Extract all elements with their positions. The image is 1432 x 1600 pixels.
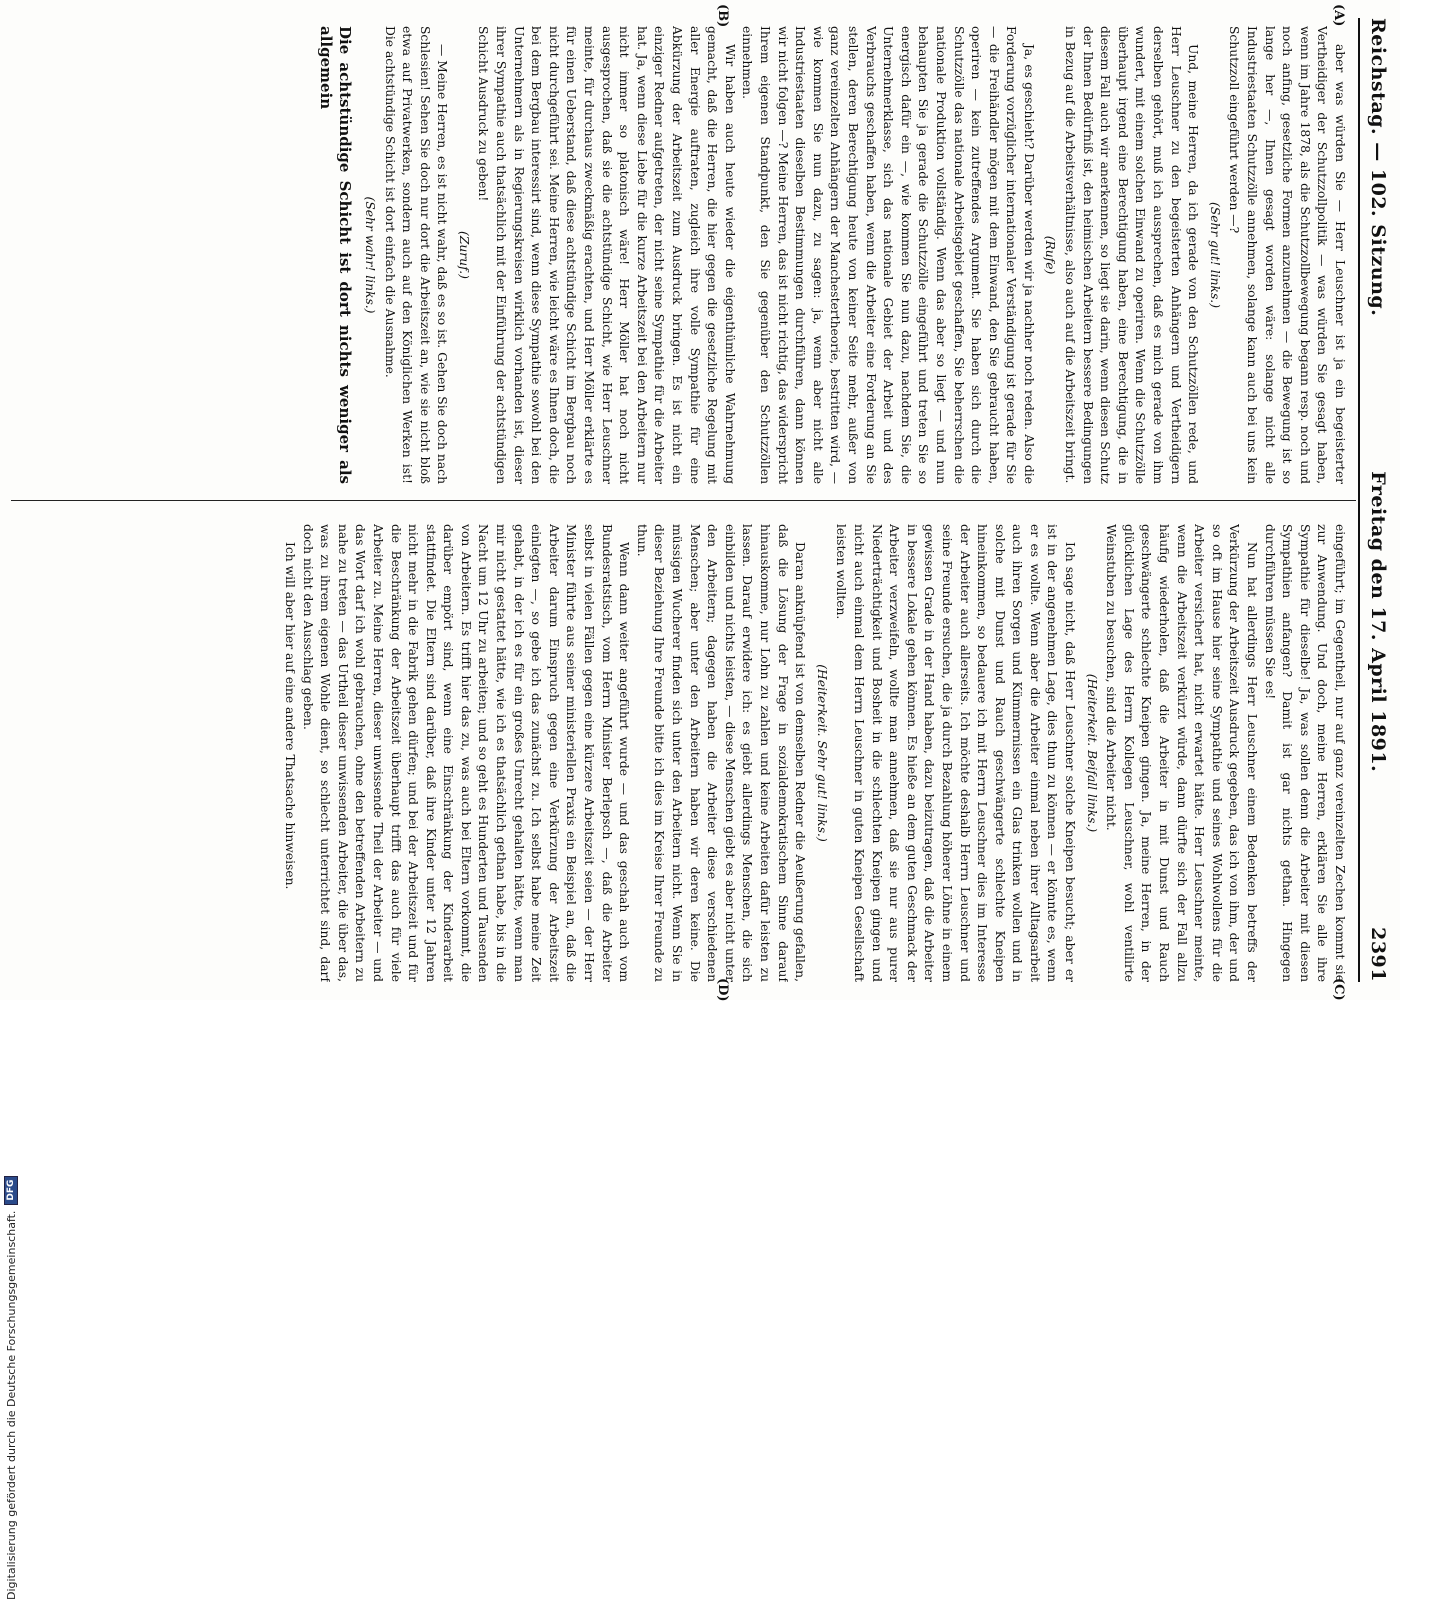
page-header xyxy=(1364,18,1392,982)
paragraph: eingeführt; im Gegentheil, nur auf ganz vereinzelten Zechen kommt sie zur Anwendung. Und doch, meine Herren, erklären Sie alle ihre Sympathie für dieselbe! Ja, was sollen denn die Arbeiter mit diesen Sympathien anfangen? Damit ist gar nichts gethan. Hingegen durchführen müssen Sie es! xyxy=(1262,524,1347,982)
left-column xyxy=(18,26,1348,484)
header-rule xyxy=(1358,18,1360,982)
interjection: (Rufe) xyxy=(1043,235,1058,275)
paragraph: Wir haben auch heute wieder die eigenthümliche Wahrnehmung gemacht, daß die Herren, die hier gegen die gesetzliche Regelung mit aller Energie auftraten, zugleich ihre volle Sympathie für eine Abkürzung der Arbeitszeit zum Ausdruck bringen. Es ist nicht ein einziger Redner aufgetreten, der nicht seine Sympathie für die Arbeiter hat. Ja, wenn diese Liebe für die kurze Arbeitszeit bei den Arbeitern nur nicht immer so platonisch wäre! Herr Möller hat noch nicht ausgesprochen, daß sie die achtstündige Schicht, wie Herr Leuschner meinte, für durchaus zweckmäßig erachten, und Herr Möller erklärte es für einen Ueberstand, daß diese achtstündige Schicht im Bergbau noch nicht durchgeführt sei. Meine Herren, wie leicht wäre es Ihnen doch, die bei dem Bergbau interessirt sind, wenn diese Sympathie sowohl bei den Unternehmern als in Regierungskreisen wirklich vorhanden ist, dieser ihrer Sympathie auch thatsächlich mit der Einführung der achtstündigen Schicht Ausdruck zu geben! xyxy=(476,26,737,484)
column-divider xyxy=(11,500,1356,501)
interjection: (Heiterkeit. Beifall links.) xyxy=(1084,673,1099,833)
emphasized-line: Die achtstündige Schicht ist dort nichts weniger als allgemein xyxy=(317,26,355,484)
paragraph: — Meine Herren, es ist nicht wahr, daß es so ist. Gehen Sie doch nach Schlesien! Sehen Sie doch nur dort die Arbeitszeit an, wie sie nicht bloß etwa auf Privatwerken, sondern auch auf den Königlichen Werken ist! Die achtstündige Schicht ist dort einfach die Ausnahme. xyxy=(382,26,450,484)
margin-mark-d: (D) xyxy=(715,978,730,1002)
header-left: Reichstag. — 102. Sitzung. xyxy=(1367,18,1389,317)
interjection: (Sehr gut! links.) xyxy=(1207,201,1222,309)
interjection: (Zuruf.) xyxy=(456,231,471,279)
header-date: Freitag den 17. April 1891. xyxy=(1367,471,1389,773)
margin-mark-a: (A) xyxy=(1331,4,1346,27)
margin-mark-b: (B) xyxy=(715,4,730,28)
page-number: 2391 xyxy=(1367,927,1389,982)
interjection: (Sehr wahr! links.) xyxy=(362,196,377,314)
paragraph: Ja, es geschieht? Darüber werden wir ja nachher noch reden. Also die Forderung vorzüglicher internationaler Verständigung ist gerade für Sie — die Freihändler mögen mit dem Einwand, den Sie gebraucht haben, operiren — kein zutreffendes Argument. Sie haben sich durch die Schutzzölle das nationale Arbeitsgebiet geschaffen, Sie beherrschen die nationale Produktion vollständig. Wenn das aber so liegt — und nun behaupten Sie ja gerade die Schutzzölle eingeführt und treten Sie so energisch dafür ein —, wie kommen Sie nun dazu, nachdem Sie, die Unternehmerklasse, sich das nationale Gebiet der Arbeit und des Verbrauchs geschaffen haben, wenn die Arbeiter eine Forderung an Sie stellen, deren Berechtigung heute von keiner Seite mehr, außer von ganz vereinzelten Anhängern der Manchestertheorie, bestritten wird, — wie kommen Sie nun dazu, zu sagen: ja, wenn aber nicht alle Industriestaaten dieselben Bestimmungen durchführen, dann können wir nicht folgen —? Meine Herren, das ist nicht richtig, das widerspricht Ihrem eigenen Standpunkt, den Sie gegenüber den Schutzzöllen einnehmen. xyxy=(740,26,1036,484)
interjection: (Heiterkeit. Sehr gut! links.) xyxy=(814,664,829,842)
paragraph: aber was würden Sie — Herr Leuschner ist ja ein begeisterter Vertheidiger der Schutzzollpolitik — was würden Sie gesagt haben, wenn im Jahre 1878, als die Schutzzollbewegung begann resp. noch und noch anfing, gesetzliche Formen anzunehmen — die Bewegung ist so lange her —, Ihnen gesagt worden wäre: solange nicht alle Industriestaaten Schutzzölle annehmen, solange kann auch bei uns kein Schutzzoll eingeführt werden —? xyxy=(1227,26,1347,484)
paragraph: Wenn dann weiter angeführt wurde — und das geschah auch vom Bundesratstisch, vom Herrn Minister Berlepsch —, daß die Arbeiter selbst in vielen Fällen gegen eine kürzere Arbeitszeit seien — der Herr Minister führte aus seiner ministeriellen Praxis ein Beispiel an, daß die Arbeiter darum Einspruch gegen eine Verkürzung der Arbeitszeit einlegten —, so gebe ich das zunächst zu. Ich selbst habe meine Zeit gehabt, in der ich es für ein großes Unrecht gehalten hätte, wenn man mir nicht gestattet hätte, wie ich es thatsächlich gethan habe, bis in die Nacht um 12 Uhr zu arbeiten; und so geht es Hunderten und Tausenden von Arbeitern. Es trifft hier das zu, was auch bei Eltern vorkommt, die darüber empört sind, wenn eine Einschränkung der Kinderarbeit stattfindet. Die Eltern sind darüber, daß ihre Kinder unter 12 Jahren nicht mehr in die Fabrik gehen dürfen; und bei der Arbeitszeit und für die Beschränkung der Arbeitszeit überhaupt trifft das auch für viele Arbeiter zu. Meine Herren, dieser unwissende Theil der Arbeiter — und das Wort darf ich wohl gebrauchen, ohne den betreffenden Arbeitern zu nahe zu treten — das Urtheil dieser unwissenden Arbeiter, die über das, was zu ihrem eigenen Wohle dient, so schlecht unterrichtet sind, darf doch nicht den Ausschlag geben. xyxy=(300,524,632,982)
paragraph: Daran anknüpfend ist von demselben Redner die Aeußerung gefallen, daß die Lösung der Frage in sozialdemokratischem Sinne darauf hinauskomme, nur Lohn zu zahlen und keine Arbeiten dafür leisten zu lassen. Darauf erwidere ich: es giebt allerdings Menschen, die sich einbilden und nichts leisten, — diese Menschen giebt es aber nicht unter den Arbeitern; dagegen haben die Arbeiter diese verschiedenen Menschen; aber unter den Arbeitern haben wir deren keine. Die müssigen Wucherer finden sich unter den Arbeitern nicht. Wenn Sie in dieser Beziehung Ihre Freunde bitte ich dies im Kreise Ihrer Freunde zu thun. xyxy=(634,524,808,982)
paragraph: Ich will aber hier auf eine andere Thatsache hinweisen. xyxy=(282,542,297,890)
right-column xyxy=(18,524,1348,982)
dfg-logo-icon: DFG xyxy=(4,1176,18,1205)
credit-text: Digitalisierung gefördert durch die Deutsche Forschungsgemeinschaft. xyxy=(4,1210,18,1600)
paragraph: Ich sage nicht, daß Herr Leuschner solche Kneipen besucht; aber er ist in der angenehmen Lage, dies thun zu können — er könnte es, wenn er es wollte. Wenn aber die Arbeiter einmal neben ihrer Alltagsarbeit auch ihren Sorgen und Kümmernissen ein Glas trinken wollen und in solche mit Dunst und Rauch geschwängerte schlechte Kneipen hineinkommen, so bedauere ich mit Herrn Leuschner dies im Interesse der Arbeiter auch allerseits. Ich möchte deshalb Herrn Leuschner und seine Freunde ersuchen, die ja durch Bezahlung höherer Löhne in einem gewissen Grade in der Hand haben, dazu beizutragen, daß die Arbeiter in bessere Lokale gehen können. Es hieße an dem guten Geschmack der Arbeiter verzweifeln, wollte man annehmen, daß sie nur aus purer Niederträchtigkeit und Bosheit in die schlechten Kneipen gingen und nicht auch einmal dem Herrn Leuschner in guten Kneipen Gesellschaft leisten wollten. xyxy=(834,524,1078,982)
paragraph: Und, meine Herren, da ich gerade von den Schutzzöllen rede, und Herr Leuschner zu den begeisterten Anhängern und Vertheidigern derselben gehört, muß ich aussprechen, daß es mich gerade von ihm wundert, mit einem solchen Einwand zu operiren. Wenn die Schutzzölle überhaupt irgend eine Berechtigung haben, eine Berechtigung, die in diesem Fall auch wir anerkennen, so liegt sie darin, wenn diesen Schutz der Ihnen Bedürfniß ist, den heimischen Arbeitern bessere Bedingungen in Bezug auf die Arbeitsverhältnisse, also auch auf die Arbeitszeit bringt. xyxy=(1063,26,1201,484)
digitization-credit xyxy=(0,1179,22,1600)
paragraph: Nun hat allerdings Herr Leuschner einem Bedenken betreffs der Verkürzung der Arbeitszeit Ausdruck gegeben, das ich von ihm, der und so oft im Hause hier seine Sympathie und seines Wohlwollens für die Arbeiter versichert hat, nicht erwartet hätte. Herr Leuschner meinte, wenn die Arbeitszeit verkürzt würde, dann dürfte sich der Fall allzu häufig wiederholen, daß die Arbeiter in mit Dunst und Rauch geschwängerte schlechte Kneipen gingen. Ja, meine Herren, in der glücklichen Lage des Herrn Kollegen Leuschner, wohl ventilirte Weinstuben zu besuchen, sind die Arbeiter nicht. xyxy=(1104,524,1260,982)
margin-mark-c: (C) xyxy=(1331,978,1346,1001)
